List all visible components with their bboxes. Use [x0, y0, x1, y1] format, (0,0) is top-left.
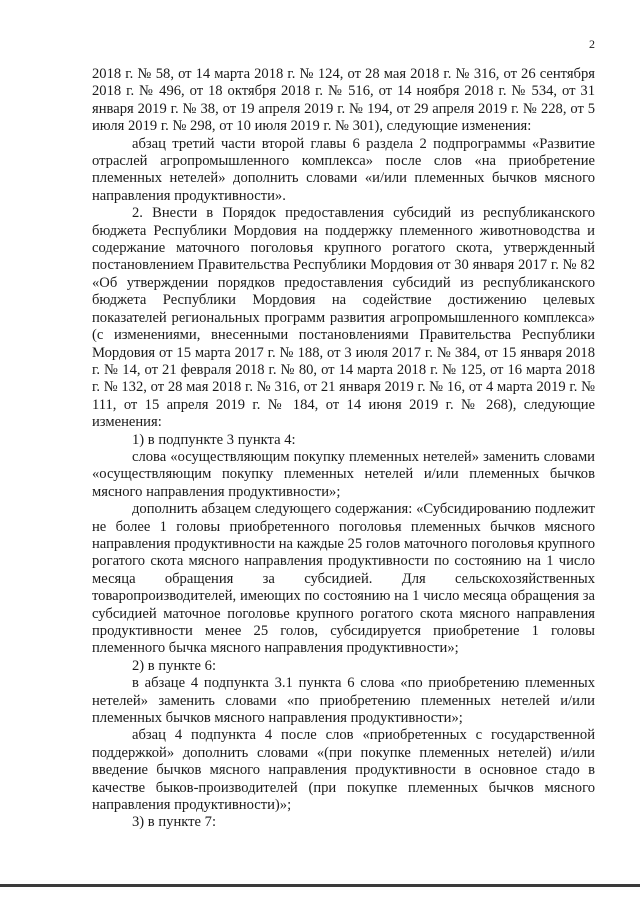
- scan-bottom-edge: [0, 884, 640, 887]
- paragraph-replace-words: слова «осуществляющим покупку племенных нетелей» заменить словами «осуществляющим покупку племенных нетелей и/или племенных бычков мясного направления продуктивности»;: [92, 448, 595, 500]
- paragraph-subitem-1: 1) в подпункте 3 пункта 4:: [132, 431, 296, 448]
- paragraph-add-clause: дополнить абзацем следующего содержания: «Субсидированию подлежит не более 1 головы приобретенного поголовья племенных бычков мясного направления продуктивности на каждые 25 голов маточного поголовья крупного рогатого скота мясного направления продуктивности по состоянию на 1 число месяца обращения за субсидией. Для сельскохозяйственных товаропроизводителей, имеющих по состоянию на 1 число месяца обращения за субсидией маточное поголовье крупного рогатого скота мясного направления продуктивности менее 25 голов, субсидируется приобретение 1 головы племенного бычка мясного направления продуктивности»;: [92, 501, 595, 657]
- paragraph-subitem-2: 2) в пункте 6:: [132, 657, 217, 674]
- document-body: [92, 66, 595, 832]
- paragraph-clause-4: абзац 4 подпункта 4 после слов «приобретенных с государственной поддержкой» дополнить словами «(при покупке племенных нетелей) и/или введение бычков мясного направления продуктивности в основное стадо в качестве быков-производителей (при покупке племенных бычков мясного направления продуктивности)»;: [92, 727, 595, 814]
- paragraph-amendment-subprogram: абзац третий части второй главы 6 раздела 2 подпрограммы «Развитие отраслей агропромышленного комплекса» после слов «на приобретение племенных нетелей» дополнить словами «и/или племенных бычков мясного направления продуктивности».: [92, 135, 595, 204]
- paragraph-clause-3-1: в абзаце 4 подпункта 3.1 пункта 6 слова «по приобретению племенных нетелей» заменить словами «по приобретению племенных нетелей и/или племенных бычков мясного направления продуктивности»;: [92, 675, 595, 727]
- paragraph-item-2: 2. Внести в Порядок предоставления субсидий из республиканского бюджета Республики Мордовия на поддержку племенного животноводства и содержание маточного поголовья крупного рогатого скота, утвержденный постановлением Правительства Республики Мордовия от 30 января 2017 г. № 82 «Об утверждении порядков предоставления субсидий из республиканского бюджета Республики Мордовия на содействие достижению целевых показателей региональных программ развития агропромышленного комплекса» (с изменениями, внесенными постановлениями Правительства Республики Мордовия от 15 марта 2017 г. № 188, от 3 июля 2017 г. № 384, от 15 января 2018 г. № 14, от 21 февраля 2018 г. № 80, от 14 марта 2018 г. № 125, от 16 марта 2018 г. № 132, от 28 мая 2018 г. № 316, от 21 января 2019 г. № 16, от 4 марта 2019 г. № 111, от 15 апреля 2019 г. № 184, от 14 июня 2019 г. № 268), следующие изменения:: [92, 205, 595, 431]
- paragraph-intro-continuation: 2018 г. № 58, от 14 марта 2018 г. № 124, от 28 мая 2018 г. № 316, от 26 сентября 2018 г. № 496, от 18 октября 2018 г. № 516, от 14 ноября 2018 г. № 534, от 31 января 2019 г. № 38, от 19 апреля 2019 г. № 194, от 29 апреля 2019 г. № 228, от 5 июля 2019 г. № 298, от 10 июля 2019 г. № 301), следующие изменения:: [92, 66, 595, 135]
- page-number: 2: [589, 37, 595, 51]
- paragraph-subitem-3: 3) в пункте 7:: [132, 814, 217, 831]
